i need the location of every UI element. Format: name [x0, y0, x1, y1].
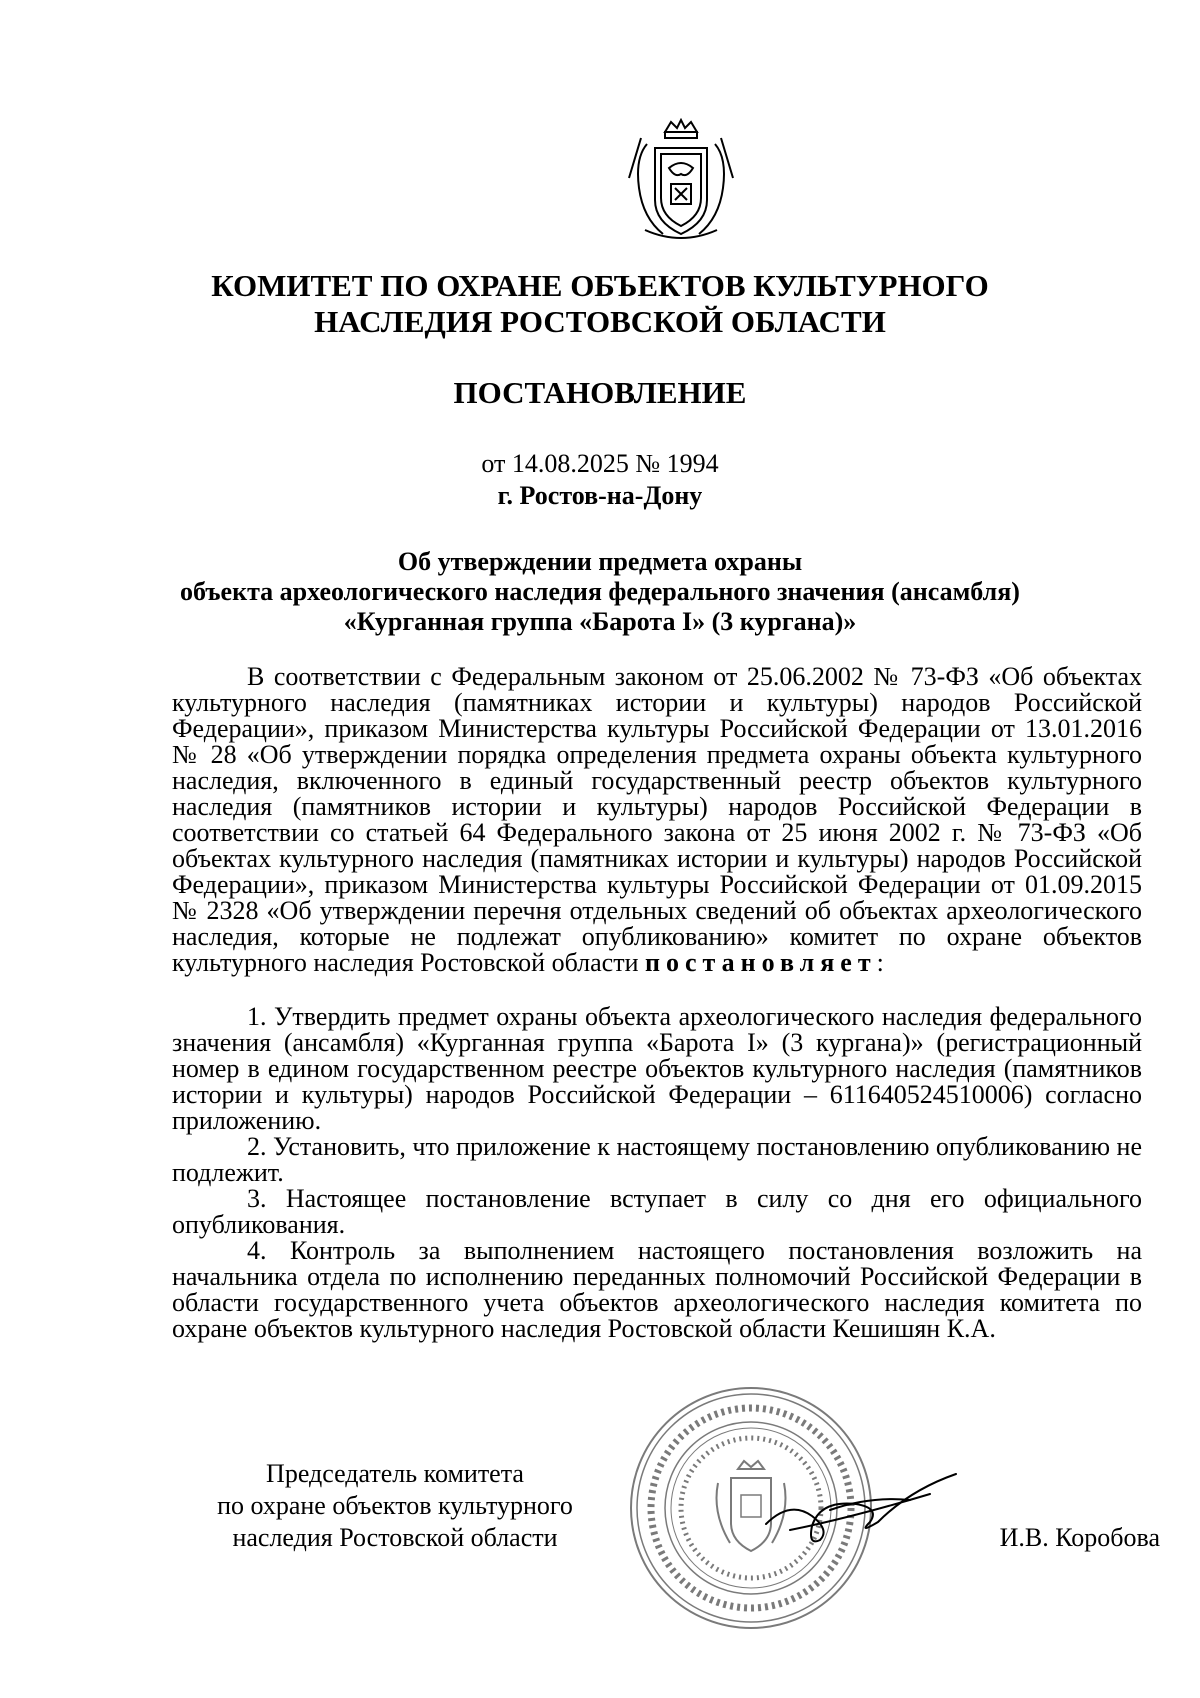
subject-line-2: объекта археологического наследия федерального значения (ансамбля) — [180, 577, 1020, 606]
organization-name — [150, 268, 1050, 340]
resolves-word: постановляет — [645, 948, 877, 977]
subject-line-3: «Курганная группа «Барота I» (3 кургана)» — [343, 607, 857, 636]
item-paragraph: 2. Установить, что приложение к настоящему постановлению опубликованию не подлежит. — [172, 1132, 1142, 1187]
preamble-paragraph — [172, 664, 1142, 976]
date-number: от 14.08.2025 № 1994 — [481, 449, 719, 478]
resolves-colon: : — [876, 948, 884, 977]
city: г. Ростов-на-Дону — [497, 481, 703, 510]
signer-title-line-2: по охране объектов культурного — [217, 1491, 573, 1520]
signer-title — [180, 1458, 610, 1554]
org-line-2: НАСЛЕДИЯ РОСТОВСКОЙ ОБЛАСТИ — [314, 304, 886, 339]
coat-of-arms-icon — [625, 118, 737, 246]
item-paragraph: 4. Контроль за выполнением настоящего постановления возложить на начальника отдела по исполнению переданных полномочий Российской Федерации в области государственного учета объектов археологического наследия комитета по охране объектов культурного наследия Ростовской области Кешишян К.А. — [172, 1236, 1142, 1343]
signer-title-line-3: наследия Ростовской области — [232, 1523, 558, 1552]
document-body — [172, 664, 1142, 1342]
document-type: ПОСТАНОВЛЕНИЕ — [453, 375, 747, 410]
item-paragraph: 3. Настоящее постановление вступает в силу со дня его официального опубликования. — [172, 1184, 1142, 1239]
signer-name: И.В. Коробова — [999, 1523, 1160, 1552]
signer-title-line-1: Председатель комитета — [266, 1459, 524, 1488]
org-line-1: КОМИТЕТ ПО ОХРАНЕ ОБЪЕКТОВ КУЛЬТУРНОГО — [211, 268, 989, 303]
item-paragraph: 1. Утвердить предмет охраны объекта археологического наследия федерального значения (ансамбля) «Курганная группа «Барота I» (3 кургана)» (регистрационный номер в едином государственном реестре объектов культурного наследия (памятников истории и культуры) народов Российской Федерации – 611640524510006) согласно приложению. — [172, 1002, 1142, 1135]
document-subject — [150, 547, 1050, 637]
handwritten-signature-icon — [760, 1460, 970, 1550]
subject-line-1: Об утверждении предмета охраны — [397, 547, 803, 576]
preamble-text: В соответствии с Федеральным законом от 25.06.2002 № 73-ФЗ «Об объектах культурного наследия (памятниках истории и культуры) народов Российской Федерации», приказом Министерства культуры Российской Федерации от 13.01.2016 № 28 «Об утверждении порядка определения предмета охраны объекта культурного наследия, включенного в единый государственный реестр объектов культурного наследия (памятников истории и культуры) народов Российской Федерации в соответствии со статьей 64 Федерального закона от 25 июня 2002 г. № 73-ФЗ «Об объектах культурного наследия (памятниках истории и культуры) народов Российской Федерации», приказом Министерства культуры Российской Федерации от 01.09.2015 № 2328 «Об утверждении перечня отдельных сведений об объектах археологического наследия, которые не подлежат опубликованию» комитет по охране объектов культурного наследия Ростовской области — [172, 662, 1142, 977]
